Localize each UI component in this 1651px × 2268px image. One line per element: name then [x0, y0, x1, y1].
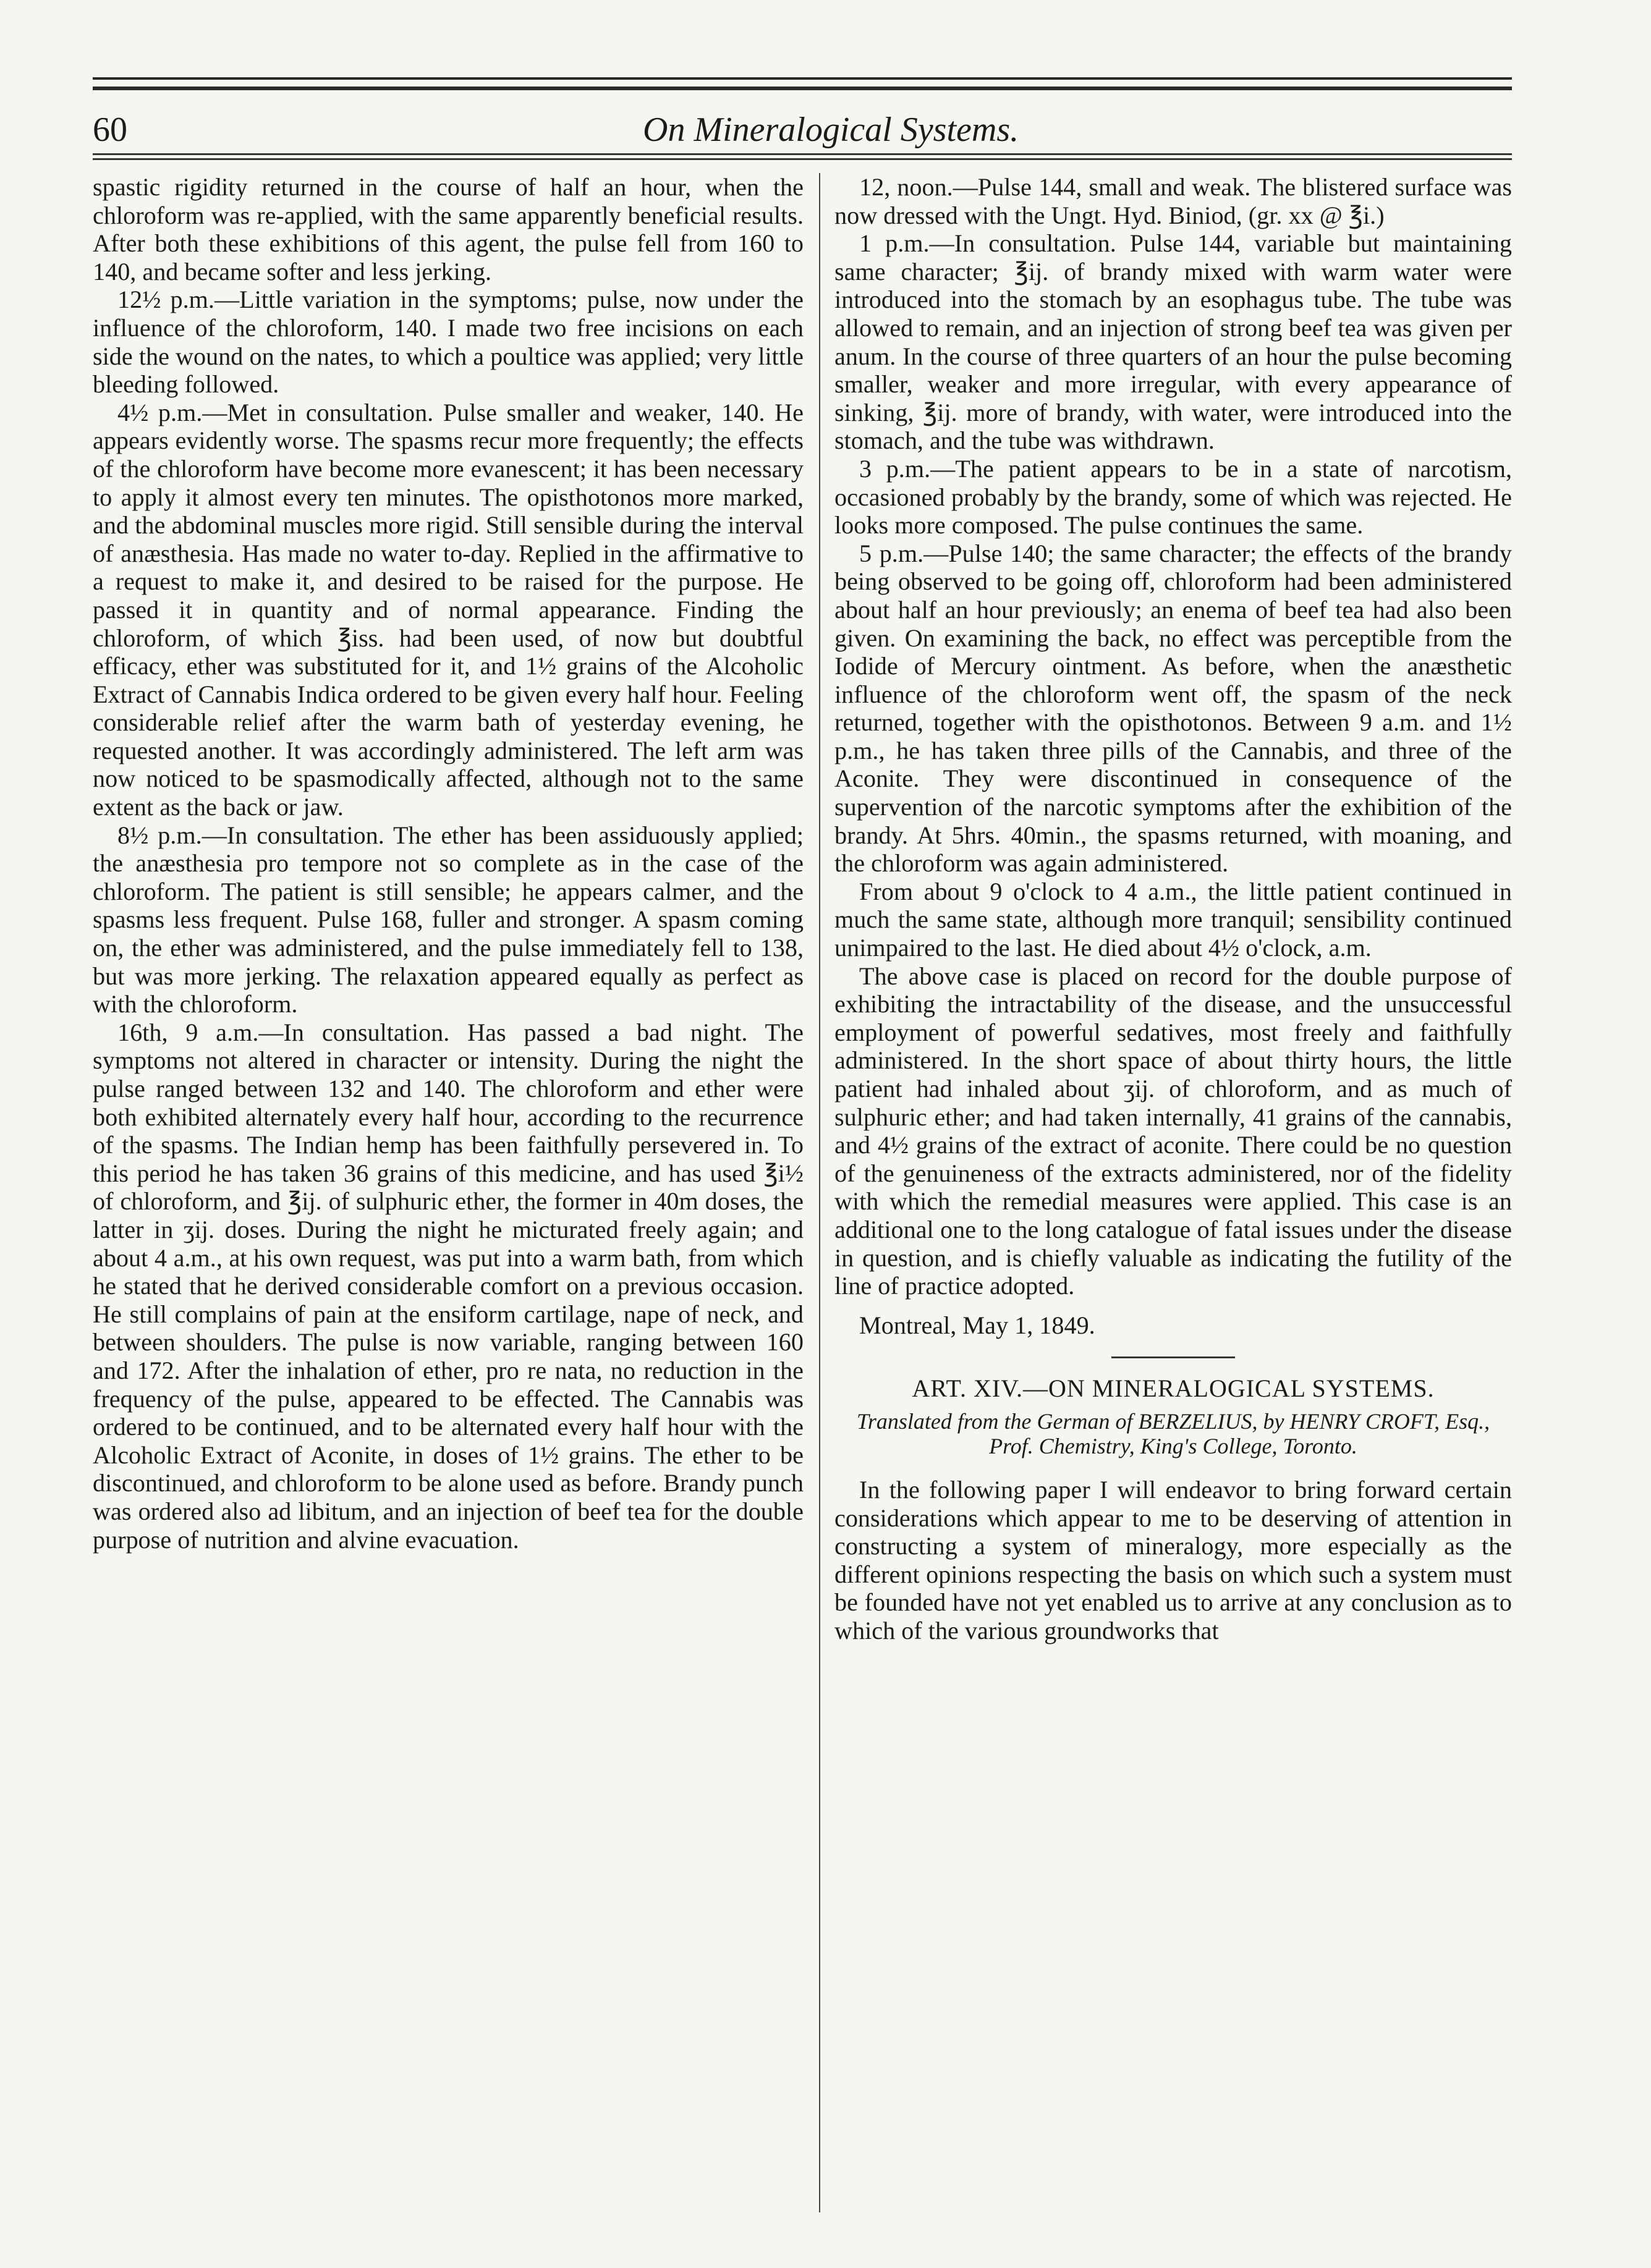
right-paragraph-1: 12, noon.—Pulse 144, small and weak. The blistered surface was now dressed with the Ungt. Hyd. Biniod, (gr. xx @ ℥i.) [834, 173, 1512, 229]
right-paragraph-4: 5 p.m.—Pulse 140; the same character; the effects of the brandy being observed to be going off, chloroform had been administered about half an hour previously; an enema of beef tea had also been given. On examining the back, no effect was perceptible from the Iodide of Mercury ointment. As before, when the anæsthetic influence of the chloroform went off, the spasm of the neck returned, together with the opisthotonos. Between 9 a.m. and 1½ p.m., he has taken three pills of the Cannabis, and three of the Aconite. They were discontinued in consequence of the supervention of the narcotic symptoms after the exhibition of the brandy. At 5hrs. 40min., the spasms returned, with moaning, and the chloroform was again administered. [834, 539, 1512, 878]
article-body: In the following paper I will endeavor to bring forward certain considerations which appear to me to be deserving of attention in constructing a system of mineralogy, more especially as the different opinions respecting the basis on which such a system must be founded have not yet enabled us to arrive at any conclusion as to which of the various groundworks that [834, 1475, 1512, 1644]
right-column [834, 173, 1512, 1645]
running-title: On Mineralogical Systems. [643, 111, 1019, 149]
header-rule [93, 153, 1512, 155]
article-subtitle: Translated from the German of BERZELIUS, by HENRY CROFT, Esq., Prof. Chemistry, King's College, Toronto. [856, 1408, 1490, 1458]
article-title: ART. XIV.—ON MINERALOGICAL SYSTEMS. [912, 1374, 1435, 1403]
left-column [93, 173, 804, 1554]
left-paragraph-4: 8½ p.m.—In consultation. The ether has been assiduously applied; the anæsthesia pro tempore not so complete as in the case of the chloroform. The patient is still sensible; he appears calmer, and the spasms less frequent. Pulse 168, fuller and stronger. A spasm coming on, the ether was administered, and the pulse immediately fell to 138, but was more jerking. The relaxation appeared equally as perfect as with the chloroform. [93, 821, 804, 1018]
left-paragraph-1: spastic rigidity returned in the course of half an hour, when the chloroform was re-applied, with the same apparently beneficial results. After both these exhibitions of this agent, the pulse fell from 160 to 140, and became softer and less jerking. [93, 173, 804, 286]
column-divider [819, 173, 820, 2212]
page-number: 60 [93, 111, 127, 149]
article-separator-rule [1111, 1356, 1235, 1358]
right-paragraph-5: From about 9 o'clock to 4 a.m., the little patient continued in much the same state, although more tranquil; sensibility continued unimpaired to the last. He died about 4½ o'clock, a.m. [834, 877, 1512, 962]
top-rule-thin [93, 77, 1512, 80]
top-rule-thick [93, 87, 1512, 90]
right-paragraph-6: The above case is placed on record for the double purpose of exhibiting the intractability of the disease, and the unsuccessful employment of powerful sedatives, most freely and faithfully administered. In the short space of about thirty hours, the little patient had inhaled about ʒij. of chloroform, and as much of sulphuric ether; and had taken internally, 41 grains of the cannabis, and 4½ grains of the extract of aconite. There could be no question of the genuineness of the extracts administered, nor of the fidelity with which the remedial measures were applied. This case is an additional one to the long catalogue of fatal issues under the disease in question, and is chiefly valuable as indicating the futility of the line of practice adopted. [834, 962, 1512, 1300]
right-paragraph-3: 3 p.m.—The patient appears to be in a state of narcotism, occasioned probably by the brandy, some of which was rejected. He looks more composed. The pulse continues the same. [834, 454, 1512, 539]
left-paragraph-5: 16th, 9 a.m.—In consultation. Has passed a bad night. The symptoms not altered in character or intensity. During the night the pulse ranged between 132 and 140. The chloroform and ether were both exhibited alternately every half hour, according to the recurrence of the spasms. The Indian hemp has been faithfully persevered in. To this period he has taken 36 grains of this medicine, and has used ℥i½ of chloroform, and ℥ij. of sulphuric ether, the former in 40m doses, the latter in ʒij. doses. During the night he micturated freely again; and about 4 a.m., at his own request, was put into a warm bath, from which he stated that he derived considerable comfort on a previous occasion. He still complains of pain at the ensiform cartilage, nape of neck, and between shoulders. The pulse is now variable, ranging between 160 and 172. After the inhalation of ether, pro re nata, no reduction in the frequency of the pulse, appeared to be effected. The Cannabis was ordered to be continued, and to be alternated every half hour with the Alcoholic Extract of Aconite, in doses of 1½ grains. The ether to be discontinued, and chloroform to be alone used as before. Brandy punch was ordered also ad libitum, and an injection of beef tea for the double purpose of nutrition and alvine evacuation. [93, 1018, 804, 1554]
header-rule-double [93, 158, 1512, 160]
left-paragraph-2: 12½ p.m.—Little variation in the symptoms; pulse, now under the influence of the chloroform, 140. I made two free incisions on each side the wound on the nates, to which a poultice was applied; very little bleeding followed. [93, 286, 804, 399]
dateline: Montreal, May 1, 1849. [859, 1311, 1095, 1339]
right-paragraph-2: 1 p.m.—In consultation. Pulse 144, variable but maintaining same character; ℥ij. of brandy mixed with warm water were introduced into the stomach by an esophagus tube. The tube was allowed to remain, and an injection of strong beef tea was given per anum. In the course of three quarters of an hour the pulse becoming smaller, weaker and more irregular, with every appearance of sinking, ℥ij. more of brandy, with water, were introduced into the stomach, and the tube was withdrawn. [834, 229, 1512, 455]
left-paragraph-3: 4½ p.m.—Met in consultation. Pulse smaller and weaker, 140. He appears evidently worse. The spasms recur more frequently; the effects of the chloroform have become more evanescent; it has been necessary to apply it almost every ten minutes. The opisthotonos more marked, and the abdominal muscles more rigid. Still sensible during the interval of anæsthesia. Has made no water to-day. Replied in the affirmative to a request to make it, and desired to be raised for the purpose. He passed it in quantity and of normal appearance. Finding the chloroform, of which ℥iss. had been used, of now but doubtful efficacy, ether was substituted for it, and 1½ grains of the Alcoholic Extract of Cannabis Indica ordered to be given every half hour. Feeling considerable relief after the warm bath of yesterday evening, he requested another. It was accordingly administered. The left arm was now noticed to be spasmodically affected, although not to the same extent as the back or jaw. [93, 398, 804, 821]
